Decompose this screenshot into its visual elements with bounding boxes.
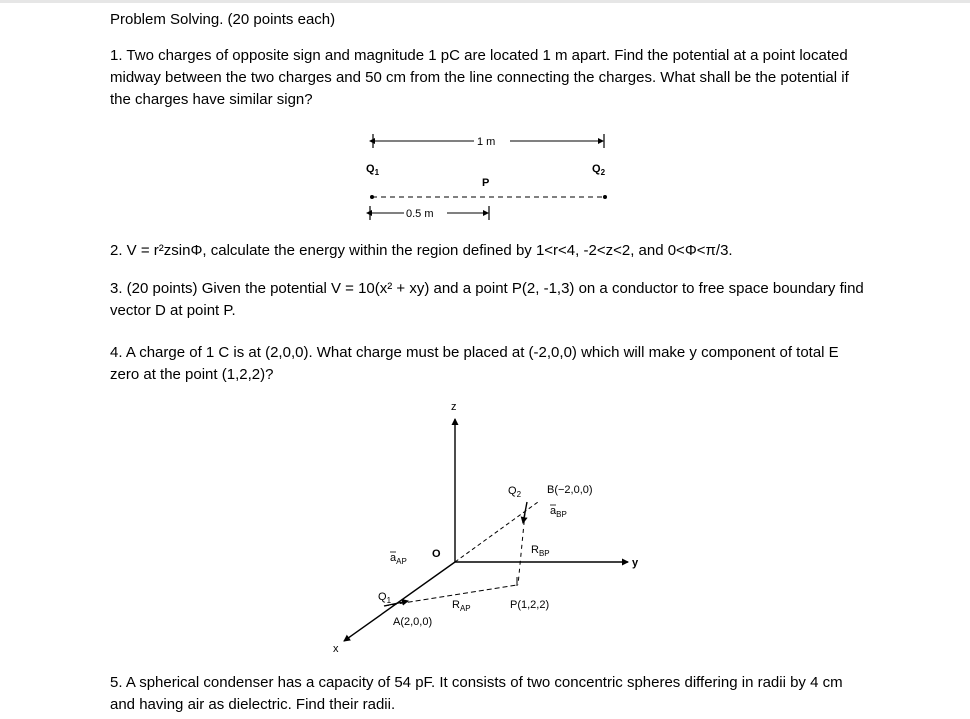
r-ap-vector: [384, 585, 517, 606]
y-axis-label: y: [632, 557, 639, 569]
r-ap-label: $R_{AP}$: [452, 599, 471, 613]
a-ap-label: $a_{AP}$: [390, 552, 407, 566]
problem-4-text: 4. A charge of 1 C is at (2,0,0). What charge must be placed at (-2,0,0) which will make y component of total E zero at the point (1,2,2)?: [110, 344, 839, 383]
z-axis-label: z: [451, 401, 457, 413]
r-bp-vector: [518, 513, 525, 585]
r-bp-label: $R_{BP}$: [531, 544, 550, 558]
page-title: Problem Solving. (20 points each): [110, 11, 336, 28]
fig2-q1-label: $Q_1$: [378, 591, 392, 605]
fig1-p-label: P: [482, 177, 490, 189]
problem-2-text: 2. V = r²zsinΦ, calculate the energy within the region defined by 1<r<4, -2<z<2, and 0<Φ<π/3.: [110, 242, 733, 259]
x-axis: [344, 562, 455, 641]
x-axis-label: x: [333, 643, 339, 655]
fig1-q1-label: $Q_1$: [366, 163, 380, 177]
fig2-q2-label: $Q_2$: [508, 485, 522, 499]
dim-half-label: 0.5 m: [406, 208, 434, 220]
dim-1m-label: 1 m: [477, 136, 496, 148]
point-p-label: P(1,2,2): [510, 599, 550, 611]
problem-3-text: 3. (20 points) Given the potential V = 10(x² + xy) and a point P(2, -1,3) on a conductor to free space boundary find vector D at point P.: [110, 280, 864, 319]
problem-1-text: 1. Two charges of opposite sign and magnitude 1 pC are located 1 m apart. Find the potential at a point located midway between the two charges and 50 cm from the line connecting the charges. What shall be the potential if the charges have similar sign?: [110, 47, 849, 108]
a-bp-label: $a_{BP}$: [550, 505, 567, 519]
origin-label: O: [432, 548, 441, 560]
point-b-label: B(−2,0,0): [547, 484, 593, 496]
problem-5-text: 5. A spherical condenser has a capacity of 54 pF. It consists of two concentric spheres differing in radii by 4 cm and having air as dielectric. Find their radii.: [110, 674, 843, 713]
point-a-label: A(2,0,0): [393, 616, 433, 628]
fig1-q2-label: $Q_2$: [592, 163, 606, 177]
